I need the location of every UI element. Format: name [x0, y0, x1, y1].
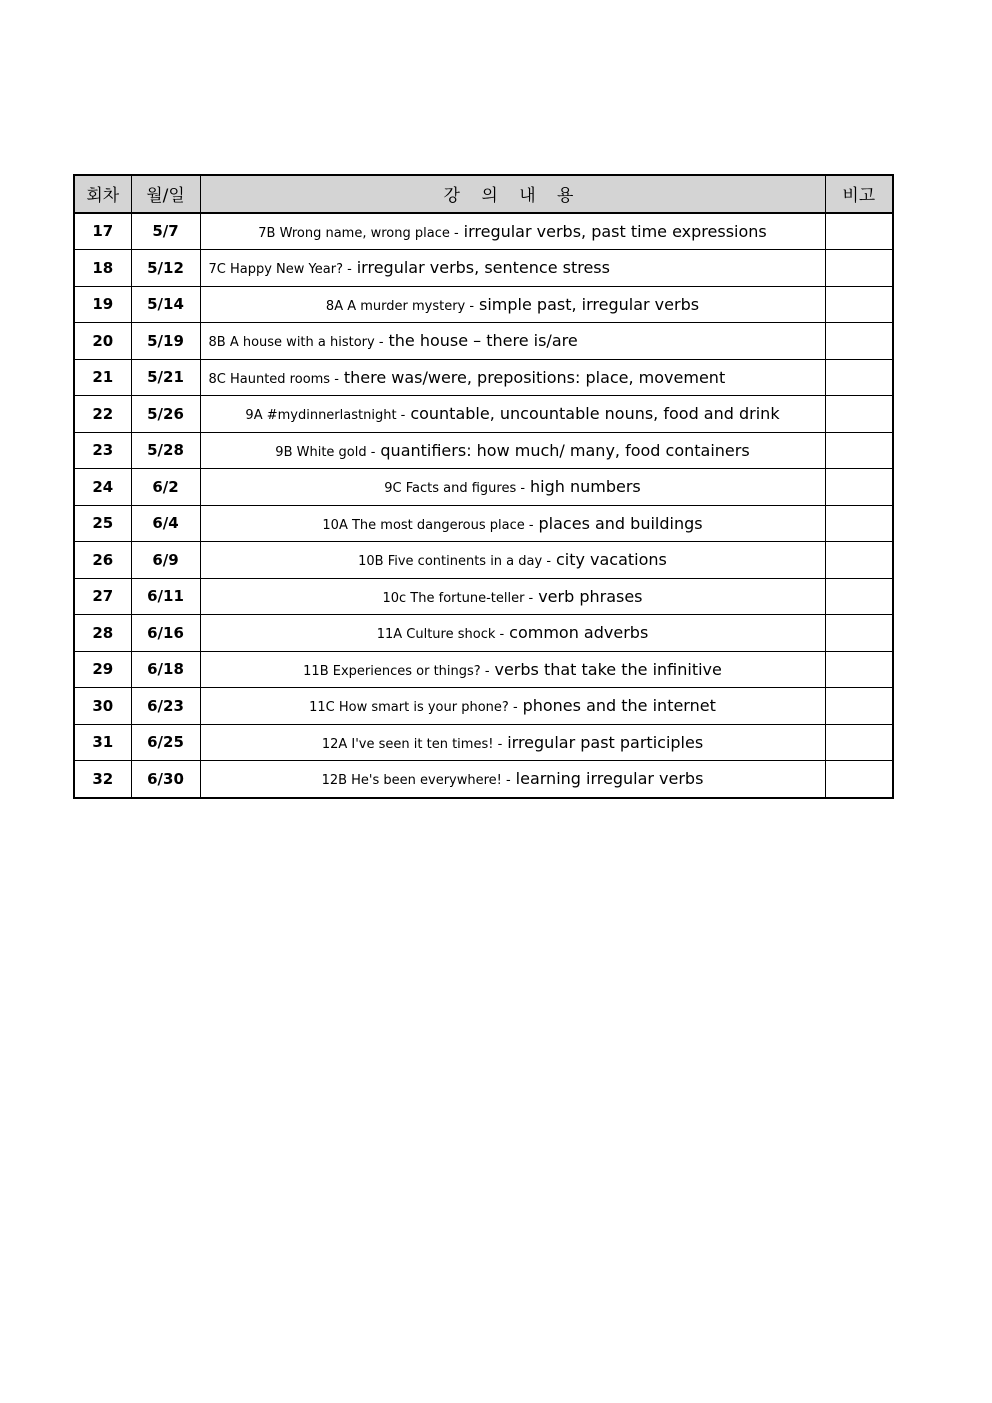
lesson-topic: common adverbs [509, 623, 649, 643]
lecture-content [200, 688, 825, 725]
session-date: 6/16 [131, 615, 200, 652]
table-row [74, 578, 893, 615]
lesson-title: 12A I've seen it ten times! - [321, 736, 503, 752]
lesson-topic: irregular verbs, past time expressions [463, 221, 767, 241]
table-row [74, 286, 893, 323]
session-date: 5/26 [131, 396, 200, 433]
session-date: 6/30 [131, 761, 200, 798]
lesson-title: 9C Facts and figures - [384, 481, 526, 497]
session-number: 23 [74, 432, 131, 469]
lesson-title: 10A The most dangerous place - [322, 517, 534, 533]
lesson-title: 9A #mydinnerlastnight - [245, 408, 406, 424]
table-row [74, 542, 893, 579]
notes-cell [825, 505, 893, 542]
lecture-content [200, 323, 825, 360]
notes-cell [825, 615, 893, 652]
table-row [74, 469, 893, 506]
lecture-content [200, 359, 825, 396]
session-date: 5/28 [131, 432, 200, 469]
notes-cell [825, 396, 893, 433]
lesson-topic: irregular verbs, sentence stress [356, 258, 610, 278]
header-session: 회차 [74, 175, 131, 213]
lesson-title: 8B A house with a history - [208, 335, 384, 351]
lesson-title: 11C How smart is your phone? - [309, 700, 518, 716]
lecture-content [200, 469, 825, 506]
notes-cell [825, 724, 893, 761]
table-row [74, 432, 893, 469]
lecture-content [200, 250, 825, 287]
header-row [74, 175, 893, 213]
session-number: 28 [74, 615, 131, 652]
lesson-topic: simple past, irregular verbs [479, 294, 700, 314]
session-date: 6/25 [131, 724, 200, 761]
table-row [74, 688, 893, 725]
table-body [74, 213, 893, 798]
lecture-content [200, 432, 825, 469]
table-row [74, 724, 893, 761]
lesson-topic: places and buildings [538, 513, 703, 533]
session-number: 30 [74, 688, 131, 725]
notes-cell [825, 250, 893, 287]
session-date: 6/4 [131, 505, 200, 542]
notes-cell [825, 578, 893, 615]
notes-cell [825, 761, 893, 798]
notes-cell [825, 469, 893, 506]
session-date: 6/2 [131, 469, 200, 506]
header-date: 월/일 [131, 175, 200, 213]
table-row [74, 250, 893, 287]
lecture-content [200, 213, 825, 250]
table-row [74, 505, 893, 542]
session-date: 6/23 [131, 688, 200, 725]
lesson-title: 11B Experiences or things? - [303, 663, 490, 679]
notes-cell [825, 359, 893, 396]
session-number: 25 [74, 505, 131, 542]
session-date: 5/19 [131, 323, 200, 360]
session-date: 6/11 [131, 578, 200, 615]
lesson-topic: high numbers [530, 477, 641, 497]
session-date: 5/7 [131, 213, 200, 250]
lesson-topic: verb phrases [538, 586, 643, 606]
lesson-title: 11A Culture shock - [376, 627, 505, 643]
table-row [74, 323, 893, 360]
session-date: 5/14 [131, 286, 200, 323]
session-date: 5/21 [131, 359, 200, 396]
table-row [74, 651, 893, 688]
lesson-title: 7B Wrong name, wrong place - [258, 225, 459, 241]
session-number: 21 [74, 359, 131, 396]
session-number: 17 [74, 213, 131, 250]
lesson-topic: verbs that take the infinitive [494, 659, 722, 679]
lesson-topic: learning irregular verbs [515, 769, 704, 789]
header-notes: 비고 [825, 175, 893, 213]
notes-cell [825, 651, 893, 688]
lesson-topic: the house – there is/are [388, 331, 578, 351]
notes-cell [825, 688, 893, 725]
session-number: 19 [74, 286, 131, 323]
session-date: 6/18 [131, 651, 200, 688]
session-number: 27 [74, 578, 131, 615]
header-content: 강 의 내 용 [200, 175, 825, 213]
lesson-title: 8C Haunted rooms - [208, 371, 339, 387]
lesson-topic: quantifiers: how much/ many, food containers [380, 440, 750, 460]
session-number: 20 [74, 323, 131, 360]
table-row [74, 761, 893, 798]
session-number: 26 [74, 542, 131, 579]
session-date: 6/9 [131, 542, 200, 579]
lesson-topic: city vacations [555, 550, 667, 570]
lesson-title: 7C Happy New Year? - [208, 262, 352, 278]
table-row [74, 396, 893, 433]
notes-cell [825, 432, 893, 469]
lecture-content [200, 396, 825, 433]
lecture-content [200, 615, 825, 652]
lecture-schedule-table [73, 174, 894, 799]
notes-cell [825, 286, 893, 323]
session-number: 22 [74, 396, 131, 433]
table-row [74, 359, 893, 396]
lesson-title: 10c The fortune-teller - [382, 590, 534, 606]
session-number: 29 [74, 651, 131, 688]
notes-cell [825, 213, 893, 250]
lesson-title: 8A A murder mystery - [325, 298, 475, 314]
notes-cell [825, 323, 893, 360]
lesson-topic: there was/were, prepositions: place, movement [343, 367, 726, 387]
notes-cell [825, 542, 893, 579]
lesson-title: 10B Five continents in a day - [358, 554, 552, 570]
lecture-content [200, 505, 825, 542]
lecture-content [200, 761, 825, 798]
lesson-title: 9B White gold - [275, 444, 376, 460]
lesson-topic: countable, uncountable nouns, food and drink [410, 404, 780, 424]
lecture-content [200, 542, 825, 579]
lecture-content [200, 578, 825, 615]
table-row [74, 213, 893, 250]
lecture-content [200, 724, 825, 761]
session-number: 31 [74, 724, 131, 761]
session-number: 24 [74, 469, 131, 506]
lesson-topic: phones and the internet [522, 696, 716, 716]
session-date: 5/12 [131, 250, 200, 287]
lecture-content [200, 286, 825, 323]
table-row [74, 615, 893, 652]
lesson-title: 12B He's been everywhere! - [321, 773, 511, 789]
table-header [74, 175, 893, 213]
lesson-topic: irregular past participles [507, 732, 704, 752]
session-number: 18 [74, 250, 131, 287]
session-number: 32 [74, 761, 131, 798]
lecture-content [200, 651, 825, 688]
